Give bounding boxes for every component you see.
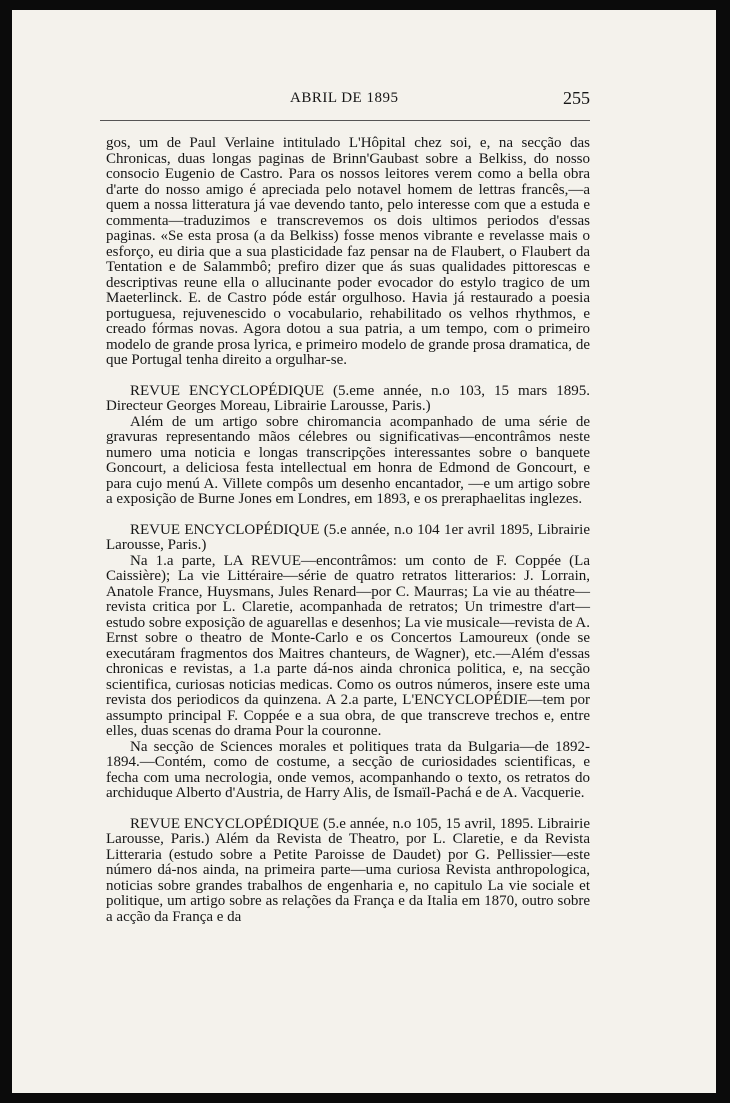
book-page bbox=[12, 10, 716, 1093]
paragraph-103-summary: Além de um artigo sobre chiromancia acompanhado de uma série de gravuras representando mãos célebres ou significativas—encontrâmos neste numero uma noticia e longas transcripções interessantes sobre o banquete Goncourt, a deliciosa festa intellectual em honra de Edmond de Goncourt, e para cujo menú A. Villete compôs um desenho encantador, —e um artigo sobre a exposição de Burne Jones em Londres, em 1893, e os preraphaelitas inglezes. bbox=[106, 413, 590, 507]
body-text bbox=[106, 136, 590, 925]
page-number: 255 bbox=[563, 88, 590, 108]
paragraph-104-sciences: Na secção de Sciences morales et politiques trata da Bulgaria—de 1892-1894.—Contém, como de costume, a secção de curiosidades scientificas, e fecha com uma necrologia, onde vemos, acompanhando o texto, os retratos do archiduque Alberto d'Austria, de Harry Alis, de Ismaïl-Pachá e de A. Vacquerie. bbox=[106, 738, 590, 801]
running-head: ABRIL DE 1895 bbox=[290, 90, 399, 106]
page-header bbox=[100, 90, 590, 120]
paragraph-verlaine-belkiss: gos, um de Paul Verlaine intitulado L'Hôpital chez soi, e, na secção das Chronicas, duas longas paginas de Brinn'Gaubast sobre a Belkiss, do nosso consocio Eugenio de Castro. Para os nossos leitores verem como a bella obra d'arte do nosso amigo é apreciada pelo notavel homem de lettras francês,—a quem a nossa litteratura já vae devendo tanto, pelo interesse com que a estuda e commenta—traduzimos e transcrevemos os dois ultimos periodos d'essas paginas. «Se esta prosa (a da Belkiss) fosse menos vibrante e revelasse mais o esforço, eu diria que a sua plasticidade faz pensar na de Flaubert, o Flaubert da Tentation e de Salammbô; prefiro dizer que ás suas qualidades pittorescas e descriptivas reune ella o allucinante poder evocador do estylo tragico de um Maeterlinck. E. de Castro póde estár orgulhoso. Havia já restaurado a poesia portuguesa, rejuvenescido o vocabulario, rehabilitado os velhos rhythmos, e creado fórmas novas. Agora dotou a sua patria, a um tempo, com o primeiro modelo de grande prosa lyrica, e primeiro modelo de grande prosa dramatica, de que Portugal tenha direito a orgulhar-se. bbox=[106, 135, 590, 368]
entry-105: REVUE ENCYCLOPÉDIQUE (5.e année, n.o 105, 15 avril, 1895. Librairie Larousse, Paris.) Além da Revista de Theatro, por L. Claretie, e da Revista Litteraria (estudo sobre a Petite Paroisse de Daudet) por G. Pellissier—este número dá-nos ainda, na primeira parte—uma curiosa Revista anthropologica, noticias sobre grandes trabalhos de engenharia e, no capitulo La vie sociale et politique, um artigo sobre as relações da França e da Italia em 1870, outro sobre a acção da França e da bbox=[106, 815, 590, 925]
paragraph-104-summary: Na 1.a parte, LA REVUE—encontrâmos: um conto de F. Coppée (La Caissière); La vie Littéraire—série de quatro retratos litterarios: J. Lorrain, Anatole France, Huysmans, Jules Renard—por C. Maurras; La vie au théatre—revista critica por L. Claretie, acompanhada de retratos; Un trimestre d'art—estudo sobre exposição de aguarellas e desenhos; La vie musicale—revista de A. Ernst sobre o theatro de Monte-Carlo e os Concertos Lamoureux (onde se executáram fragmentos dos Maitres chanteurs, de Wagner), etc.—Além d'essas chronicas e revistas, a 1.a parte dá-nos ainda chronica politica, e, na secção scientifica, curiosas noticias medicas. Como os outros números, insere este uma revista dos periodicos da quinzena. A 2.a parte, L'ENCYCLOPÉDIE—tem por assumpto principal F. Coppée e a sua obra, de que transcreve trechos e, entre elles, duas scenas do drama Pour la couronne. bbox=[106, 552, 591, 739]
entry-heading-104: REVUE ENCYCLOPÉDIQUE (5.e année, n.o 104 1er avril 1895, Librairie Larousse, Paris.) bbox=[106, 521, 590, 553]
header-rule bbox=[100, 120, 590, 121]
entry-heading-103: REVUE ENCYCLOPÉDIQUE (5.eme année, n.o 103, 15 mars 1895. Directeur Georges Moreau, Librairie Larousse, Paris.) bbox=[106, 382, 590, 414]
